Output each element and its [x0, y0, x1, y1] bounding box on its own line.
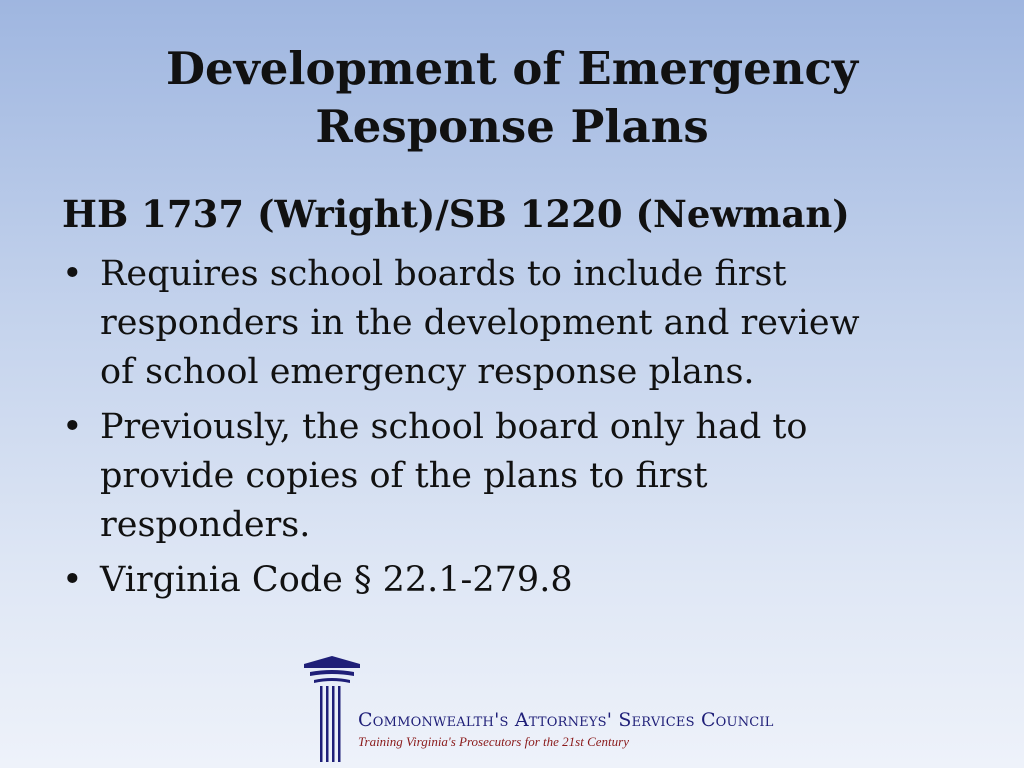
bill-heading: HB 1737 (Wright)/SB 1220 (Newman) — [62, 192, 850, 236]
bullet-line: Virginia Code § 22.1-279.8 — [100, 560, 573, 600]
bullet-line: Requires school boards to include first — [100, 254, 787, 294]
bullet-line: of school emergency response plans. — [100, 352, 755, 392]
bullet-dot-icon: • — [62, 254, 83, 294]
casc-logo — [300, 652, 774, 764]
org-name: Commonwealth's Attorneys' Services Council — [358, 709, 774, 731]
bullet-dot-icon: • — [62, 407, 83, 447]
bullet-line: Previously, the school board only had to — [100, 407, 808, 447]
bullet-item-virginia-code — [62, 556, 962, 605]
bullet-line: responders in the development and review — [100, 303, 860, 343]
slide-title-line-1: Development of Emergency — [165, 42, 859, 95]
org-tagline: Training Virginia's Prosecutors for the 21st Century — [358, 734, 629, 749]
bullet-text — [100, 403, 962, 550]
bullet-line: responders. — [100, 505, 311, 545]
pillar-icon — [300, 652, 364, 764]
bullet-list — [62, 250, 962, 611]
slide-title — [0, 40, 1024, 156]
bullet-item-requires-first-responders — [62, 250, 962, 397]
bullet-item-previously — [62, 403, 962, 550]
bullet-dot-icon: • — [62, 560, 83, 600]
bullet-text — [100, 250, 962, 397]
bullet-text — [100, 556, 962, 605]
slide-title-line-2: Response Plans — [315, 100, 709, 153]
bullet-line: provide copies of the plans to first — [100, 456, 708, 496]
